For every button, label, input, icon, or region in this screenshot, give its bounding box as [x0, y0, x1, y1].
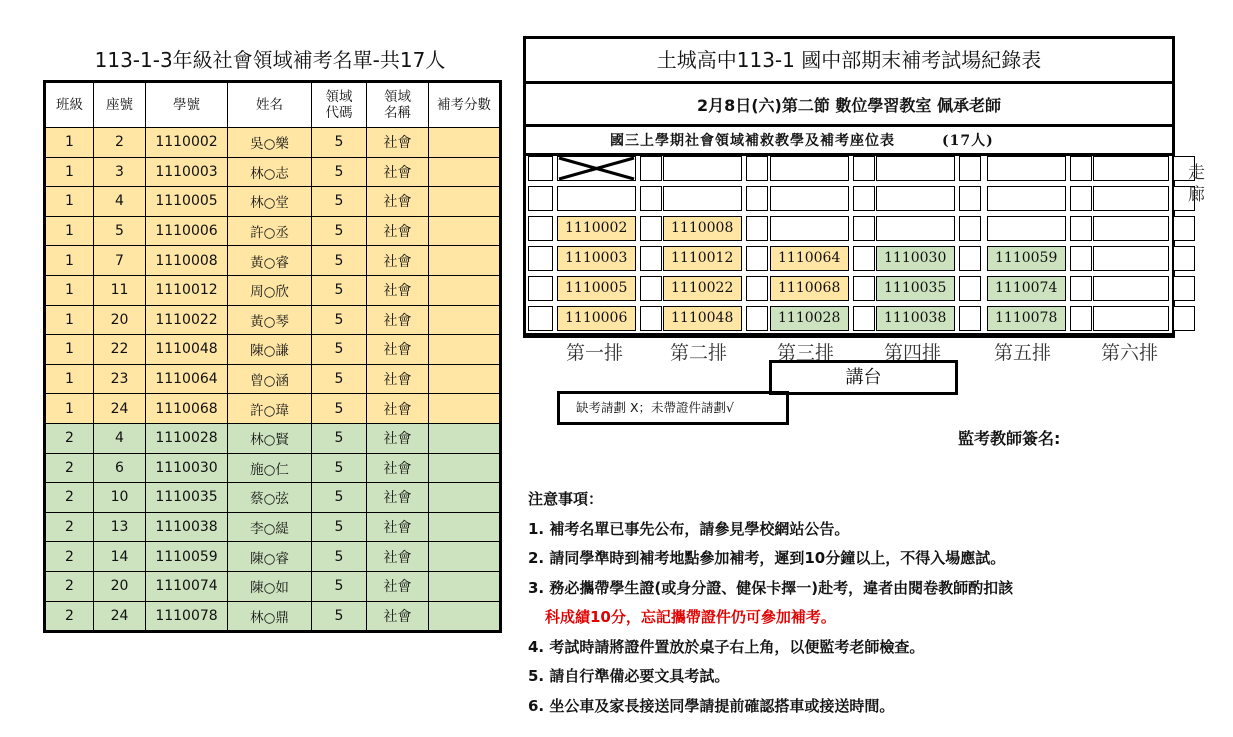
roster-row — [45, 453, 501, 483]
cell-seat: 3 — [94, 157, 146, 187]
note-item: 2. 請同學準時到補考地點參加補考，遲到10分鐘以上，不得入場應試。 — [528, 549, 1006, 567]
cell-name: 蔡○弦 — [228, 483, 312, 513]
note-item: 4. 考試時請將證件置放於桌子右上角，以便監考老師檢查。 — [528, 637, 925, 656]
seat-check-box[interactable] — [853, 276, 875, 301]
seat-check-box[interactable] — [959, 246, 981, 271]
seat-check-box[interactable] — [640, 306, 662, 331]
roster-row — [45, 275, 501, 305]
cell-name: 吳○樂 — [228, 128, 312, 158]
cell-name: 黃○琴 — [228, 305, 312, 335]
cell-student-id: 1110002 — [146, 128, 228, 158]
notes — [528, 485, 1013, 721]
seat-cell: 1110030 — [876, 246, 955, 271]
roster-row — [45, 216, 501, 246]
cell-domain-name: 社會 — [367, 275, 429, 305]
roster-row — [45, 512, 501, 542]
cell-seat: 20 — [94, 571, 146, 601]
cell-name: 林○志 — [228, 157, 312, 187]
header-class: 班級 — [45, 82, 94, 128]
seat-check-box[interactable] — [1070, 156, 1092, 181]
seat-cell: 1110068 — [770, 276, 849, 301]
roster-row — [45, 542, 501, 572]
cell-seat: 4 — [94, 187, 146, 217]
header-name: 姓名 — [228, 82, 312, 128]
roster-row — [45, 305, 501, 335]
podium: 講台 — [769, 360, 958, 395]
cell-domain-name: 社會 — [367, 423, 429, 453]
cell-domain-name: 社會 — [367, 483, 429, 513]
seat-cell-empty — [663, 156, 742, 181]
cell-student-id: 1110064 — [146, 364, 228, 394]
seat-margin-cell — [528, 216, 553, 241]
cell-domain-code: 5 — [312, 453, 367, 483]
cell-domain-name: 社會 — [367, 512, 429, 542]
seat-check-box[interactable] — [746, 156, 768, 181]
cell-student-id: 1110006 — [146, 216, 228, 246]
seat-cell-empty — [987, 156, 1066, 181]
seat-cell-empty — [987, 186, 1066, 211]
cell-student-id: 1110074 — [146, 571, 228, 601]
cell-seat: 22 — [94, 335, 146, 365]
cell-class: 2 — [45, 571, 94, 601]
cell-domain-code: 5 — [312, 364, 367, 394]
cell-score[interactable] — [429, 128, 501, 158]
seat-check-box[interactable] — [959, 216, 981, 241]
cell-seat: 13 — [94, 512, 146, 542]
seat-cell: 1110059 — [987, 246, 1066, 271]
roster-row — [45, 128, 501, 158]
cell-domain-name: 社會 — [367, 246, 429, 276]
cell-class: 1 — [45, 275, 94, 305]
header-domain-code-line1: 領域 — [325, 89, 353, 105]
roster-row — [45, 571, 501, 601]
seat-cell: 1110028 — [770, 306, 849, 331]
seat-cell-empty — [770, 156, 849, 181]
cell-student-id: 1110003 — [146, 157, 228, 187]
seat-check-box[interactable] — [853, 246, 875, 271]
cell-name: 林○堂 — [228, 187, 312, 217]
seat-grid-bottom-border — [523, 333, 1175, 336]
note-item: 1. 補考名單已事先公布，請參見學校網站公告。 — [528, 519, 850, 538]
roster-row — [45, 364, 501, 394]
cell-score[interactable] — [429, 157, 501, 187]
seat-row-label: 第三排 — [777, 342, 835, 364]
cell-seat: 24 — [94, 601, 146, 632]
seat-cell-empty — [1093, 246, 1169, 271]
seat-margin-cell — [528, 186, 553, 211]
cell-student-id: 1110048 — [146, 335, 228, 365]
header-domain-code-line2: 代碼 — [325, 105, 353, 121]
cell-domain-name: 社會 — [367, 187, 429, 217]
absence-legend: 缺考請劃 X；未帶證件請劃√ — [557, 391, 789, 425]
cell-domain-name: 社會 — [367, 364, 429, 394]
cell-domain-code: 5 — [312, 335, 367, 365]
cell-domain-code: 5 — [312, 483, 367, 513]
seat-check-box[interactable] — [746, 306, 768, 331]
seat-cell: 1110038 — [876, 306, 955, 331]
seat-check-box[interactable] — [746, 216, 768, 241]
cell-name: 曾○涵 — [228, 364, 312, 394]
seat-cell-empty — [663, 186, 742, 211]
seat-cell-empty — [987, 216, 1066, 241]
cell-name: 周○欣 — [228, 275, 312, 305]
seat-cell: 1110002 — [557, 216, 636, 241]
cell-seat: 11 — [94, 275, 146, 305]
roster-row — [45, 335, 501, 365]
seat-check-box[interactable] — [640, 216, 662, 241]
seat-check-box[interactable] — [1070, 306, 1092, 331]
seat-cell: 1110003 — [557, 246, 636, 271]
seat-check-box[interactable] — [746, 276, 768, 301]
seat-check-box[interactable] — [640, 186, 662, 211]
header-domain-name — [367, 82, 429, 128]
sheet-subtitle: 2月8日(六)第二節 數位學習教室 佩承老師 — [696, 96, 1002, 115]
seat-row-label: 第六排 — [1101, 342, 1159, 364]
seat-check-box[interactable] — [640, 156, 662, 181]
cell-score[interactable] — [429, 246, 501, 276]
cell-domain-name: 社會 — [367, 542, 429, 572]
cell-domain-code: 5 — [312, 571, 367, 601]
seat-check-box[interactable] — [853, 216, 875, 241]
seat-check-box[interactable] — [746, 186, 768, 211]
cell-class: 1 — [45, 335, 94, 365]
seat-check-box[interactable] — [640, 246, 662, 271]
cell-score[interactable] — [429, 571, 501, 601]
cell-class: 1 — [45, 216, 94, 246]
roster-row — [45, 246, 501, 276]
seat-cell-empty — [876, 186, 955, 211]
cell-seat: 4 — [94, 423, 146, 453]
header-seat: 座號 — [94, 82, 146, 128]
note-item: 6. 坐公車及家長接送同學請提前確認搭車或接送時間。 — [528, 696, 895, 715]
seat-cell-empty — [1093, 306, 1169, 331]
cell-class: 2 — [45, 512, 94, 542]
seat-cell: 1110006 — [557, 306, 636, 331]
cell-score[interactable] — [429, 453, 501, 483]
seat-cell: 1110078 — [987, 306, 1066, 331]
seat-cell: 1110064 — [770, 246, 849, 271]
cell-class: 2 — [45, 542, 94, 572]
seat-row-label: 第一排 — [566, 342, 624, 364]
seat-row-label: 第二排 — [670, 342, 728, 364]
cell-name: 許○瑋 — [228, 394, 312, 424]
cell-name: 施○仁 — [228, 453, 312, 483]
seat-margin-cell — [528, 156, 553, 181]
roster-table — [43, 80, 502, 633]
seat-margin-cell — [528, 276, 553, 301]
cell-name: 陳○睿 — [228, 542, 312, 572]
cell-student-id: 1110035 — [146, 483, 228, 513]
cell-class: 1 — [45, 157, 94, 187]
cell-class: 2 — [45, 601, 94, 632]
seat-cell: 1110048 — [663, 306, 742, 331]
cell-student-id: 1110012 — [146, 275, 228, 305]
sheet-divider — [526, 81, 1172, 84]
cell-class: 1 — [45, 246, 94, 276]
seat-cell: 1110005 — [557, 276, 636, 301]
seat-check-box[interactable] — [959, 306, 981, 331]
seat-check-box[interactable] — [640, 276, 662, 301]
cell-seat: 24 — [94, 394, 146, 424]
cell-domain-code: 5 — [312, 601, 367, 632]
cell-seat: 10 — [94, 483, 146, 513]
cell-score[interactable] — [429, 423, 501, 453]
cell-seat: 14 — [94, 542, 146, 572]
cell-domain-name: 社會 — [367, 571, 429, 601]
seat-check-box[interactable] — [853, 156, 875, 181]
seat-row-label: 第四排 — [884, 342, 942, 364]
cell-domain-code: 5 — [312, 394, 367, 424]
cell-name: 許○丞 — [228, 216, 312, 246]
seat-check-box[interactable] — [746, 246, 768, 271]
seat-check-box[interactable] — [1070, 246, 1092, 271]
seat-chart-caption: 國三上學期社會領域補救教學及補考座位表 (17人) — [610, 133, 994, 149]
cell-class: 1 — [45, 305, 94, 335]
cell-score[interactable] — [429, 335, 501, 365]
cell-name: 林○賢 — [228, 423, 312, 453]
corridor-label: 走廊 — [1188, 163, 1205, 205]
cell-student-id: 1110005 — [146, 187, 228, 217]
cell-score[interactable] — [429, 394, 501, 424]
cell-score[interactable] — [429, 542, 501, 572]
seat-check-box[interactable] — [1173, 216, 1195, 241]
cell-domain-code: 5 — [312, 187, 367, 217]
cell-domain-code: 5 — [312, 305, 367, 335]
cell-student-id: 1110030 — [146, 453, 228, 483]
cell-student-id: 1110059 — [146, 542, 228, 572]
cell-domain-name: 社會 — [367, 335, 429, 365]
seat-check-box[interactable] — [959, 156, 981, 181]
cell-domain-code: 5 — [312, 275, 367, 305]
seat-check-box[interactable] — [959, 186, 981, 211]
sheet-title: 土城高中113-1 國中部期末補考試場紀錄表 — [656, 48, 1042, 72]
cell-class: 2 — [45, 483, 94, 513]
roster-row — [45, 483, 501, 513]
cell-domain-code: 5 — [312, 423, 367, 453]
proctor-signature-label: 監考教師簽名: — [958, 429, 1061, 448]
cell-name: 陳○如 — [228, 571, 312, 601]
seat-crossed-out-icon — [557, 156, 636, 181]
cell-domain-code: 5 — [312, 216, 367, 246]
cell-class: 1 — [45, 128, 94, 158]
header-domain-name-line1: 領域 — [384, 89, 411, 105]
seat-cell: 1110035 — [876, 276, 955, 301]
seat-check-box[interactable] — [959, 276, 981, 301]
notes-heading: 注意事項： — [528, 490, 604, 508]
cell-seat: 6 — [94, 453, 146, 483]
cell-seat: 7 — [94, 246, 146, 276]
cell-name: 林○鼎 — [228, 601, 312, 632]
cell-student-id: 1110078 — [146, 601, 228, 632]
header-student-id: 學號 — [146, 82, 228, 128]
seat-cell: 1110074 — [987, 276, 1066, 301]
roster-header-row — [45, 82, 501, 128]
cell-score[interactable] — [429, 305, 501, 335]
cell-score[interactable] — [429, 275, 501, 305]
cell-domain-code: 5 — [312, 157, 367, 187]
seat-cell-empty — [1093, 276, 1169, 301]
seat-cell-empty — [1093, 156, 1169, 181]
cell-score[interactable] — [429, 512, 501, 542]
cell-domain-name: 社會 — [367, 601, 429, 632]
cell-domain-name: 社會 — [367, 394, 429, 424]
cell-class: 1 — [45, 364, 94, 394]
cell-student-id: 1110028 — [146, 423, 228, 453]
sheet-divider — [526, 124, 1172, 127]
cell-student-id: 1110022 — [146, 305, 228, 335]
seat-cell-empty — [557, 186, 636, 211]
cell-score[interactable] — [429, 364, 501, 394]
cell-domain-code: 5 — [312, 512, 367, 542]
cell-seat: 2 — [94, 128, 146, 158]
seat-cell-empty — [1093, 186, 1169, 211]
cell-domain-name: 社會 — [367, 305, 429, 335]
header-domain-code — [312, 82, 367, 128]
header-score: 補考分數 — [429, 82, 501, 128]
seat-margin-cell — [528, 246, 553, 271]
cell-name: 陳○謙 — [228, 335, 312, 365]
cell-student-id: 1110038 — [146, 512, 228, 542]
seat-margin-cell — [528, 306, 553, 331]
seat-check-box[interactable] — [1173, 306, 1195, 331]
cell-domain-code: 5 — [312, 246, 367, 276]
roster-row — [45, 423, 501, 453]
cell-score[interactable] — [429, 601, 501, 632]
cell-name: 黃○睿 — [228, 246, 312, 276]
cell-student-id: 1110008 — [146, 246, 228, 276]
note-item-warning: 科成績10分，忘記攜帶證件仍可參加補考。 — [545, 608, 836, 626]
seat-cell-empty — [876, 216, 955, 241]
cell-domain-name: 社會 — [367, 128, 429, 158]
note-item: 3. 務必攜帶學生證(或身分證、健保卡擇一)赴考，違者由閱卷教師酌扣該 — [528, 578, 1014, 597]
cell-score[interactable] — [429, 187, 501, 217]
seat-check-box[interactable] — [1173, 276, 1195, 301]
cell-class: 2 — [45, 453, 94, 483]
seat-cell: 1110008 — [663, 216, 742, 241]
cell-class: 1 — [45, 394, 94, 424]
cell-student-id: 1110068 — [146, 394, 228, 424]
seat-check-box[interactable] — [1070, 186, 1092, 211]
roster-row — [45, 157, 501, 187]
cell-score[interactable] — [429, 483, 501, 513]
seat-check-box[interactable] — [1070, 276, 1092, 301]
seat-cell-empty — [1093, 216, 1169, 241]
seat-check-box[interactable] — [1173, 246, 1195, 271]
roster-row — [45, 601, 501, 632]
roster-row — [45, 187, 501, 217]
seat-cell: 1110012 — [663, 246, 742, 271]
header-domain-name-line2: 名稱 — [384, 105, 411, 121]
note-item: 5. 請自行準備必要文具考試。 — [528, 667, 730, 685]
cell-domain-code: 5 — [312, 128, 367, 158]
cell-class: 1 — [45, 187, 94, 217]
cell-domain-name: 社會 — [367, 216, 429, 246]
seat-check-box[interactable] — [853, 306, 875, 331]
cell-seat: 20 — [94, 305, 146, 335]
seat-cell: 1110022 — [663, 276, 742, 301]
cell-domain-code: 5 — [312, 542, 367, 572]
cell-name: 李○緹 — [228, 512, 312, 542]
seat-cell-empty — [876, 156, 955, 181]
cell-class: 2 — [45, 423, 94, 453]
cell-domain-name: 社會 — [367, 453, 429, 483]
seat-check-box[interactable] — [853, 186, 875, 211]
seat-cell-empty — [770, 216, 849, 241]
seat-check-box[interactable] — [1070, 216, 1092, 241]
roster-row — [45, 394, 501, 424]
cell-seat: 5 — [94, 216, 146, 246]
seat-cell-empty — [770, 186, 849, 211]
cell-seat: 23 — [94, 364, 146, 394]
cell-domain-name: 社會 — [367, 157, 429, 187]
roster-title: 113-1-3年級社會領域補考名單-共17人 — [94, 48, 446, 72]
cell-score[interactable] — [429, 216, 501, 246]
seat-row-label: 第五排 — [994, 342, 1052, 364]
